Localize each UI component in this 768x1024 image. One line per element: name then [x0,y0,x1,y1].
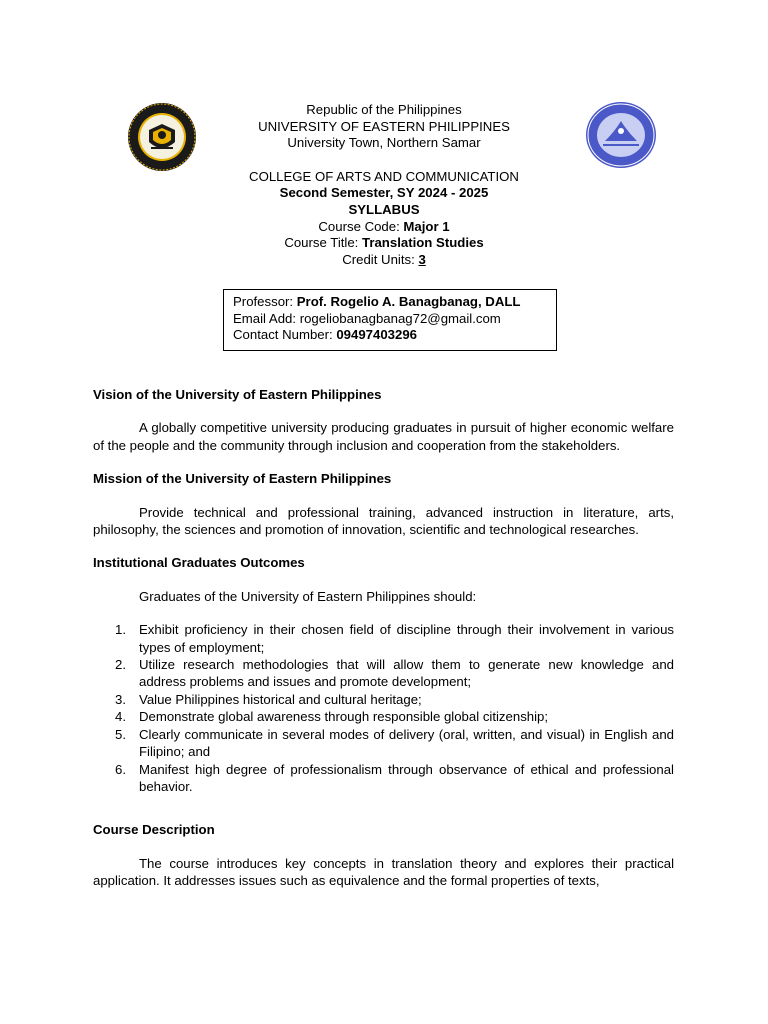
course-description-heading: Course Description [93,822,215,838]
course-title-line: Course Title: Translation Studies [284,235,484,251]
credit-units: 3 [418,251,426,267]
course-code: Major 1 [403,218,450,234]
list-item: 3. Value Philippines historical and cultural heritage; [115,691,422,707]
college-name: COLLEGE OF ARTS AND COMMUNICATION [249,168,519,184]
country-line: Republic of the Philippines [306,102,462,117]
vision-heading: Vision of the University of Eastern Philippines [93,387,382,402]
vision-text: A globally competitive university producing graduates in pursuit of higher economic welfare of the people and the community through inclusion and cooperation from the stakeholders. [93,420,674,453]
course-title: Translation Studies [362,235,484,251]
mission-heading: Mission of the University of Eastern Philippines [93,471,392,487]
outcomes-intro: Graduates of the University of Eastern Philippines should: [139,588,477,604]
list-item: 2. Utilize research methodologies that will allow them to generate new knowledge and address problems and issues and promote development; [115,657,674,690]
university-address: University Town, Northern Samar [287,135,481,151]
professor-line: Professor: Prof. Rogelio A. Banagbanag, DALL [233,294,521,309]
professor-box [223,289,557,351]
document-header [184,102,584,268]
email-line: Email Add: rogeliobanagbanag72@gmail.com [233,310,501,326]
contact-line: Contact Number: 09497403296 [233,327,418,343]
list-item: 6. Manifest high degree of professionalism through observance of ethical and professional behavior. [115,761,674,794]
syllabus-content [93,386,674,890]
outcomes-heading: Institutional Graduates Outcomes [93,555,305,571]
list-item: 4. Demonstrate global awareness through responsible global citizenship; [115,709,549,725]
college-seal-icon [585,101,657,169]
credit-units-line: Credit Units: 3 [342,251,426,267]
university-name: UNIVERSITY OF EASTERN PHILIPPINES [258,118,510,134]
document-type: SYLLABUS [348,201,420,217]
professor-email: rogeliobanagbanag72@gmail.com [299,310,501,326]
outcomes-list [93,621,674,795]
course-code-line: Course Code: Major 1 [318,218,450,234]
professor-contact: 09497403296 [336,327,418,343]
mission-text: Provide technical and professional training, advanced instruction in literature, arts, philosophy, the sciences and promotion of innovation, scientific and technological researches. [93,504,674,538]
semester-line: Second Semester, SY 2024 - 2025 [279,185,489,201]
list-item: 1. Exhibit proficiency in their chosen field of discipline through their involvement in various types of employment; [115,622,674,655]
course-description-text: The course introduces key concepts in translation theory and explores their practical application. It addresses issues such as equivalence and the formal properties of texts, [93,855,674,889]
professor-name: Prof. Rogelio A. Banagbanag, DALL [296,294,521,309]
list-item: 5. Clearly communicate in several modes of delivery (oral, written, and visual) in English and Filipino; and [115,726,674,760]
